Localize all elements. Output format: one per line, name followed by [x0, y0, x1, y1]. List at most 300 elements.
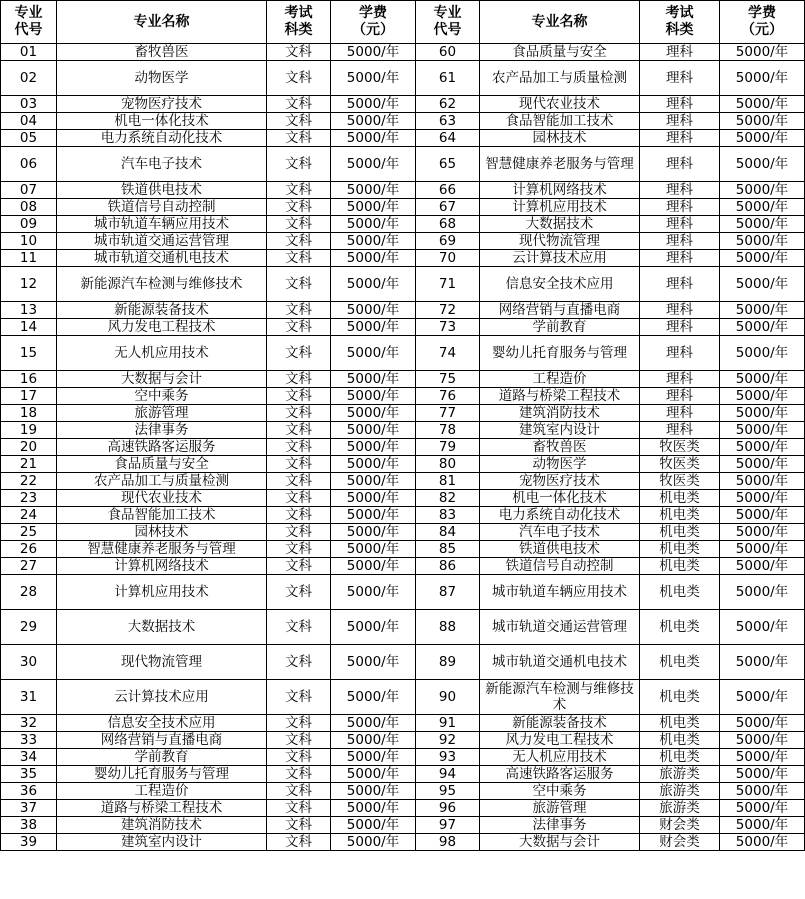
- left-category-cell: 文科: [267, 575, 331, 610]
- table-row: [1, 800, 805, 817]
- table-row: [1, 96, 805, 113]
- left-name-cell: 网络营销与直播电商: [57, 732, 267, 749]
- left-fee-cell: 5000/年: [331, 732, 416, 749]
- right-category-cell: 理科: [640, 44, 720, 61]
- left-name-cell: 新能源汽车检测与维修技术: [57, 267, 267, 302]
- left-code-cell: 32: [1, 715, 57, 732]
- right-category-cell: 财会类: [640, 817, 720, 834]
- right-fee-cell: 5000/年: [720, 766, 805, 783]
- right-fee-cell: 5000/年: [720, 783, 805, 800]
- right-code-cell: 75: [416, 371, 480, 388]
- left-name-cell: 宠物医疗技术: [57, 96, 267, 113]
- left-category-cell: 文科: [267, 61, 331, 96]
- left-code-cell: 24: [1, 507, 57, 524]
- left-fee-cell: 5000/年: [331, 541, 416, 558]
- left-name-cell: 空中乘务: [57, 388, 267, 405]
- left-code-cell: 29: [1, 610, 57, 645]
- header-fee: 学费 （元）: [331, 1, 416, 44]
- table-row: [1, 817, 805, 834]
- left-code-cell: 05: [1, 130, 57, 147]
- table-row: [1, 783, 805, 800]
- table-row: [1, 388, 805, 405]
- right-code-cell: 61: [416, 61, 480, 96]
- table-row: [1, 680, 805, 715]
- left-category-cell: 文科: [267, 182, 331, 199]
- left-category-cell: 文科: [267, 147, 331, 182]
- right-code-cell: 68: [416, 216, 480, 233]
- table-row: [1, 732, 805, 749]
- right-fee-cell: 5000/年: [720, 541, 805, 558]
- right-code-cell: 97: [416, 817, 480, 834]
- right-category-cell: 机电类: [640, 575, 720, 610]
- header-fee: 学费 （元）: [720, 1, 805, 44]
- left-code-cell: 39: [1, 834, 57, 851]
- right-code-cell: 94: [416, 766, 480, 783]
- right-fee-cell: 5000/年: [720, 130, 805, 147]
- left-category-cell: 文科: [267, 645, 331, 680]
- left-name-cell: 建筑室内设计: [57, 834, 267, 851]
- table-row: [1, 439, 805, 456]
- right-category-cell: 机电类: [640, 610, 720, 645]
- left-fee-cell: 5000/年: [331, 558, 416, 575]
- right-category-cell: 旅游类: [640, 783, 720, 800]
- right-category-cell: 机电类: [640, 490, 720, 507]
- right-name-cell: 计算机网络技术: [480, 182, 640, 199]
- left-fee-cell: 5000/年: [331, 524, 416, 541]
- right-name-cell: 农产品加工与质量检测: [480, 61, 640, 96]
- left-name-cell: 铁道信号自动控制: [57, 199, 267, 216]
- left-fee-cell: 5000/年: [331, 250, 416, 267]
- left-fee-cell: 5000/年: [331, 783, 416, 800]
- left-fee-cell: 5000/年: [331, 182, 416, 199]
- right-category-cell: 机电类: [640, 507, 720, 524]
- right-category-cell: 理科: [640, 199, 720, 216]
- table-body: [1, 44, 805, 851]
- left-code-cell: 12: [1, 267, 57, 302]
- right-fee-cell: 5000/年: [720, 456, 805, 473]
- right-category-cell: 理科: [640, 96, 720, 113]
- left-fee-cell: 5000/年: [331, 575, 416, 610]
- table-row: [1, 456, 805, 473]
- left-category-cell: 文科: [267, 456, 331, 473]
- right-code-cell: 83: [416, 507, 480, 524]
- left-category-cell: 文科: [267, 473, 331, 490]
- right-fee-cell: 5000/年: [720, 319, 805, 336]
- right-code-cell: 64: [416, 130, 480, 147]
- right-category-cell: 理科: [640, 233, 720, 250]
- left-name-cell: 城市轨道交通机电技术: [57, 250, 267, 267]
- left-name-cell: 机电一体化技术: [57, 113, 267, 130]
- left-name-cell: 现代物流管理: [57, 645, 267, 680]
- left-fee-cell: 5000/年: [331, 319, 416, 336]
- left-code-cell: 35: [1, 766, 57, 783]
- right-fee-cell: 5000/年: [720, 405, 805, 422]
- right-name-cell: 计算机应用技术: [480, 199, 640, 216]
- left-category-cell: 文科: [267, 439, 331, 456]
- right-name-cell: 大数据与会计: [480, 834, 640, 851]
- left-fee-cell: 5000/年: [331, 113, 416, 130]
- right-category-cell: 理科: [640, 388, 720, 405]
- left-category-cell: 文科: [267, 302, 331, 319]
- left-category-cell: 文科: [267, 541, 331, 558]
- right-name-cell: 铁道供电技术: [480, 541, 640, 558]
- right-fee-cell: 5000/年: [720, 371, 805, 388]
- left-code-cell: 19: [1, 422, 57, 439]
- right-name-cell: 旅游管理: [480, 800, 640, 817]
- left-fee-cell: 5000/年: [331, 199, 416, 216]
- left-name-cell: 畜牧兽医: [57, 44, 267, 61]
- right-code-cell: 81: [416, 473, 480, 490]
- left-fee-cell: 5000/年: [331, 61, 416, 96]
- right-category-cell: 旅游类: [640, 766, 720, 783]
- right-code-cell: 73: [416, 319, 480, 336]
- right-fee-cell: 5000/年: [720, 388, 805, 405]
- left-name-cell: 园林技术: [57, 524, 267, 541]
- table-row: [1, 44, 805, 61]
- header-code: 专业 代号: [416, 1, 480, 44]
- left-name-cell: 婴幼儿托育服务与管理: [57, 766, 267, 783]
- right-fee-cell: 5000/年: [720, 96, 805, 113]
- table-row: [1, 749, 805, 766]
- left-code-cell: 18: [1, 405, 57, 422]
- right-category-cell: 理科: [640, 130, 720, 147]
- right-name-cell: 现代农业技术: [480, 96, 640, 113]
- left-category-cell: 文科: [267, 749, 331, 766]
- left-code-cell: 28: [1, 575, 57, 610]
- left-fee-cell: 5000/年: [331, 302, 416, 319]
- left-fee-cell: 5000/年: [331, 439, 416, 456]
- header-name: 专业名称: [480, 1, 640, 44]
- right-category-cell: 理科: [640, 250, 720, 267]
- right-code-cell: 82: [416, 490, 480, 507]
- right-category-cell: 机电类: [640, 715, 720, 732]
- left-code-cell: 33: [1, 732, 57, 749]
- right-name-cell: 信息安全技术应用: [480, 267, 640, 302]
- left-fee-cell: 5000/年: [331, 216, 416, 233]
- left-category-cell: 文科: [267, 732, 331, 749]
- right-name-cell: 高速铁路客运服务: [480, 766, 640, 783]
- left-name-cell: 高速铁路客运服务: [57, 439, 267, 456]
- table-row: [1, 182, 805, 199]
- left-name-cell: 工程造价: [57, 783, 267, 800]
- table-row: [1, 61, 805, 96]
- left-code-cell: 04: [1, 113, 57, 130]
- right-category-cell: 理科: [640, 405, 720, 422]
- right-name-cell: 城市轨道交通运营管理: [480, 610, 640, 645]
- right-category-cell: 牧医类: [640, 456, 720, 473]
- right-fee-cell: 5000/年: [720, 507, 805, 524]
- right-category-cell: 机电类: [640, 524, 720, 541]
- left-fee-cell: 5000/年: [331, 388, 416, 405]
- left-name-cell: 城市轨道交通运营管理: [57, 233, 267, 250]
- left-name-cell: 信息安全技术应用: [57, 715, 267, 732]
- right-fee-cell: 5000/年: [720, 800, 805, 817]
- right-code-cell: 66: [416, 182, 480, 199]
- right-fee-cell: 5000/年: [720, 113, 805, 130]
- table-row: [1, 216, 805, 233]
- table-row: [1, 473, 805, 490]
- left-fee-cell: 5000/年: [331, 371, 416, 388]
- right-code-cell: 86: [416, 558, 480, 575]
- left-name-cell: 城市轨道车辆应用技术: [57, 216, 267, 233]
- table-row: [1, 319, 805, 336]
- right-fee-cell: 5000/年: [720, 199, 805, 216]
- right-name-cell: 智慧健康养老服务与管理: [480, 147, 640, 182]
- right-code-cell: 76: [416, 388, 480, 405]
- table-row: [1, 834, 805, 851]
- left-name-cell: 旅游管理: [57, 405, 267, 422]
- left-code-cell: 09: [1, 216, 57, 233]
- right-category-cell: 机电类: [640, 680, 720, 715]
- right-name-cell: 建筑室内设计: [480, 422, 640, 439]
- right-category-cell: 理科: [640, 182, 720, 199]
- right-fee-cell: 5000/年: [720, 302, 805, 319]
- table-row: [1, 541, 805, 558]
- right-code-cell: 74: [416, 336, 480, 371]
- right-name-cell: 园林技术: [480, 130, 640, 147]
- right-category-cell: 理科: [640, 267, 720, 302]
- right-name-cell: 城市轨道车辆应用技术: [480, 575, 640, 610]
- left-category-cell: 文科: [267, 507, 331, 524]
- right-fee-cell: 5000/年: [720, 61, 805, 96]
- left-name-cell: 法律事务: [57, 422, 267, 439]
- right-category-cell: 机电类: [640, 645, 720, 680]
- right-name-cell: 畜牧兽医: [480, 439, 640, 456]
- table-row: [1, 302, 805, 319]
- right-name-cell: 城市轨道交通机电技术: [480, 645, 640, 680]
- right-name-cell: 新能源汽车检测与维修技术: [480, 680, 640, 715]
- right-code-cell: 60: [416, 44, 480, 61]
- left-name-cell: 大数据技术: [57, 610, 267, 645]
- left-category-cell: 文科: [267, 610, 331, 645]
- left-category-cell: 文科: [267, 817, 331, 834]
- left-code-cell: 16: [1, 371, 57, 388]
- left-code-cell: 25: [1, 524, 57, 541]
- table-row: [1, 233, 805, 250]
- left-category-cell: 文科: [267, 524, 331, 541]
- right-category-cell: 理科: [640, 302, 720, 319]
- table-row: [1, 575, 805, 610]
- table-row: [1, 267, 805, 302]
- right-fee-cell: 5000/年: [720, 147, 805, 182]
- left-name-cell: 铁道供电技术: [57, 182, 267, 199]
- right-category-cell: 旅游类: [640, 800, 720, 817]
- right-category-cell: 机电类: [640, 558, 720, 575]
- table-row: [1, 422, 805, 439]
- right-fee-cell: 5000/年: [720, 680, 805, 715]
- left-code-cell: 34: [1, 749, 57, 766]
- right-fee-cell: 5000/年: [720, 575, 805, 610]
- table-row: [1, 113, 805, 130]
- left-fee-cell: 5000/年: [331, 645, 416, 680]
- right-fee-cell: 5000/年: [720, 558, 805, 575]
- right-name-cell: 空中乘务: [480, 783, 640, 800]
- right-code-cell: 63: [416, 113, 480, 130]
- right-code-cell: 85: [416, 541, 480, 558]
- left-fee-cell: 5000/年: [331, 233, 416, 250]
- right-name-cell: 道路与桥梁工程技术: [480, 388, 640, 405]
- table-row: [1, 610, 805, 645]
- right-category-cell: 理科: [640, 422, 720, 439]
- right-code-cell: 79: [416, 439, 480, 456]
- left-category-cell: 文科: [267, 490, 331, 507]
- left-fee-cell: 5000/年: [331, 766, 416, 783]
- right-code-cell: 88: [416, 610, 480, 645]
- right-fee-cell: 5000/年: [720, 732, 805, 749]
- left-category-cell: 文科: [267, 766, 331, 783]
- left-category-cell: 文科: [267, 422, 331, 439]
- right-fee-cell: 5000/年: [720, 645, 805, 680]
- header-category: 考试 科类: [267, 1, 331, 44]
- left-category-cell: 文科: [267, 216, 331, 233]
- right-name-cell: 食品质量与安全: [480, 44, 640, 61]
- right-code-cell: 65: [416, 147, 480, 182]
- left-fee-cell: 5000/年: [331, 473, 416, 490]
- right-code-cell: 96: [416, 800, 480, 817]
- left-code-cell: 38: [1, 817, 57, 834]
- left-code-cell: 06: [1, 147, 57, 182]
- left-category-cell: 文科: [267, 834, 331, 851]
- left-name-cell: 道路与桥梁工程技术: [57, 800, 267, 817]
- right-name-cell: 云计算技术应用: [480, 250, 640, 267]
- left-category-cell: 文科: [267, 800, 331, 817]
- right-name-cell: 无人机应用技术: [480, 749, 640, 766]
- left-code-cell: 01: [1, 44, 57, 61]
- right-name-cell: 机电一体化技术: [480, 490, 640, 507]
- left-category-cell: 文科: [267, 388, 331, 405]
- right-name-cell: 大数据技术: [480, 216, 640, 233]
- left-fee-cell: 5000/年: [331, 800, 416, 817]
- left-code-cell: 07: [1, 182, 57, 199]
- right-fee-cell: 5000/年: [720, 715, 805, 732]
- left-name-cell: 农产品加工与质量检测: [57, 473, 267, 490]
- table-row: [1, 645, 805, 680]
- table-row: [1, 766, 805, 783]
- right-fee-cell: 5000/年: [720, 473, 805, 490]
- left-name-cell: 食品智能加工技术: [57, 507, 267, 524]
- right-name-cell: 婴幼儿托育服务与管理: [480, 336, 640, 371]
- left-name-cell: 现代农业技术: [57, 490, 267, 507]
- left-fee-cell: 5000/年: [331, 96, 416, 113]
- right-name-cell: 网络营销与直播电商: [480, 302, 640, 319]
- right-name-cell: 宠物医疗技术: [480, 473, 640, 490]
- right-category-cell: 理科: [640, 147, 720, 182]
- right-category-cell: 牧医类: [640, 473, 720, 490]
- left-name-cell: 建筑消防技术: [57, 817, 267, 834]
- left-name-cell: 云计算技术应用: [57, 680, 267, 715]
- left-code-cell: 31: [1, 680, 57, 715]
- right-fee-cell: 5000/年: [720, 817, 805, 834]
- right-fee-cell: 5000/年: [720, 834, 805, 851]
- left-name-cell: 电力系统自动化技术: [57, 130, 267, 147]
- right-category-cell: 理科: [640, 113, 720, 130]
- left-code-cell: 37: [1, 800, 57, 817]
- left-fee-cell: 5000/年: [331, 680, 416, 715]
- left-code-cell: 20: [1, 439, 57, 456]
- right-fee-cell: 5000/年: [720, 749, 805, 766]
- header-category: 考试 科类: [640, 1, 720, 44]
- left-name-cell: 智慧健康养老服务与管理: [57, 541, 267, 558]
- right-code-cell: 80: [416, 456, 480, 473]
- right-category-cell: 理科: [640, 216, 720, 233]
- right-fee-cell: 5000/年: [720, 250, 805, 267]
- left-fee-cell: 5000/年: [331, 490, 416, 507]
- left-code-cell: 11: [1, 250, 57, 267]
- left-code-cell: 15: [1, 336, 57, 371]
- right-fee-cell: 5000/年: [720, 336, 805, 371]
- right-category-cell: 财会类: [640, 834, 720, 851]
- table-row: [1, 250, 805, 267]
- left-code-cell: 03: [1, 96, 57, 113]
- right-category-cell: 理科: [640, 371, 720, 388]
- left-code-cell: 21: [1, 456, 57, 473]
- right-code-cell: 71: [416, 267, 480, 302]
- left-name-cell: 风力发电工程技术: [57, 319, 267, 336]
- right-code-cell: 69: [416, 233, 480, 250]
- left-category-cell: 文科: [267, 130, 331, 147]
- right-code-cell: 87: [416, 575, 480, 610]
- left-fee-cell: 5000/年: [331, 422, 416, 439]
- right-code-cell: 92: [416, 732, 480, 749]
- left-category-cell: 文科: [267, 336, 331, 371]
- right-fee-cell: 5000/年: [720, 267, 805, 302]
- left-code-cell: 22: [1, 473, 57, 490]
- right-name-cell: 新能源装备技术: [480, 715, 640, 732]
- left-fee-cell: 5000/年: [331, 715, 416, 732]
- right-name-cell: 建筑消防技术: [480, 405, 640, 422]
- table-row: [1, 715, 805, 732]
- left-name-cell: 计算机应用技术: [57, 575, 267, 610]
- right-fee-cell: 5000/年: [720, 439, 805, 456]
- left-fee-cell: 5000/年: [331, 405, 416, 422]
- left-fee-cell: 5000/年: [331, 507, 416, 524]
- header-code: 专业 代号: [1, 1, 57, 44]
- right-code-cell: 98: [416, 834, 480, 851]
- left-fee-cell: 5000/年: [331, 336, 416, 371]
- left-fee-cell: 5000/年: [331, 456, 416, 473]
- right-name-cell: 动物医学: [480, 456, 640, 473]
- left-name-cell: 动物医学: [57, 61, 267, 96]
- left-code-cell: 14: [1, 319, 57, 336]
- right-name-cell: 现代物流管理: [480, 233, 640, 250]
- left-category-cell: 文科: [267, 96, 331, 113]
- left-code-cell: 23: [1, 490, 57, 507]
- left-fee-cell: 5000/年: [331, 817, 416, 834]
- left-name-cell: 学前教育: [57, 749, 267, 766]
- left-name-cell: 大数据与会计: [57, 371, 267, 388]
- right-category-cell: 机电类: [640, 541, 720, 558]
- right-code-cell: 70: [416, 250, 480, 267]
- left-code-cell: 17: [1, 388, 57, 405]
- header-row: [1, 1, 805, 44]
- right-fee-cell: 5000/年: [720, 610, 805, 645]
- left-category-cell: 文科: [267, 233, 331, 250]
- right-category-cell: 牧医类: [640, 439, 720, 456]
- right-fee-cell: 5000/年: [720, 490, 805, 507]
- right-category-cell: 理科: [640, 61, 720, 96]
- left-code-cell: 02: [1, 61, 57, 96]
- right-code-cell: 77: [416, 405, 480, 422]
- left-code-cell: 13: [1, 302, 57, 319]
- left-code-cell: 30: [1, 645, 57, 680]
- right-code-cell: 93: [416, 749, 480, 766]
- left-category-cell: 文科: [267, 783, 331, 800]
- table-row: [1, 371, 805, 388]
- header-name: 专业名称: [57, 1, 267, 44]
- table-row: [1, 405, 805, 422]
- left-category-cell: 文科: [267, 371, 331, 388]
- left-code-cell: 08: [1, 199, 57, 216]
